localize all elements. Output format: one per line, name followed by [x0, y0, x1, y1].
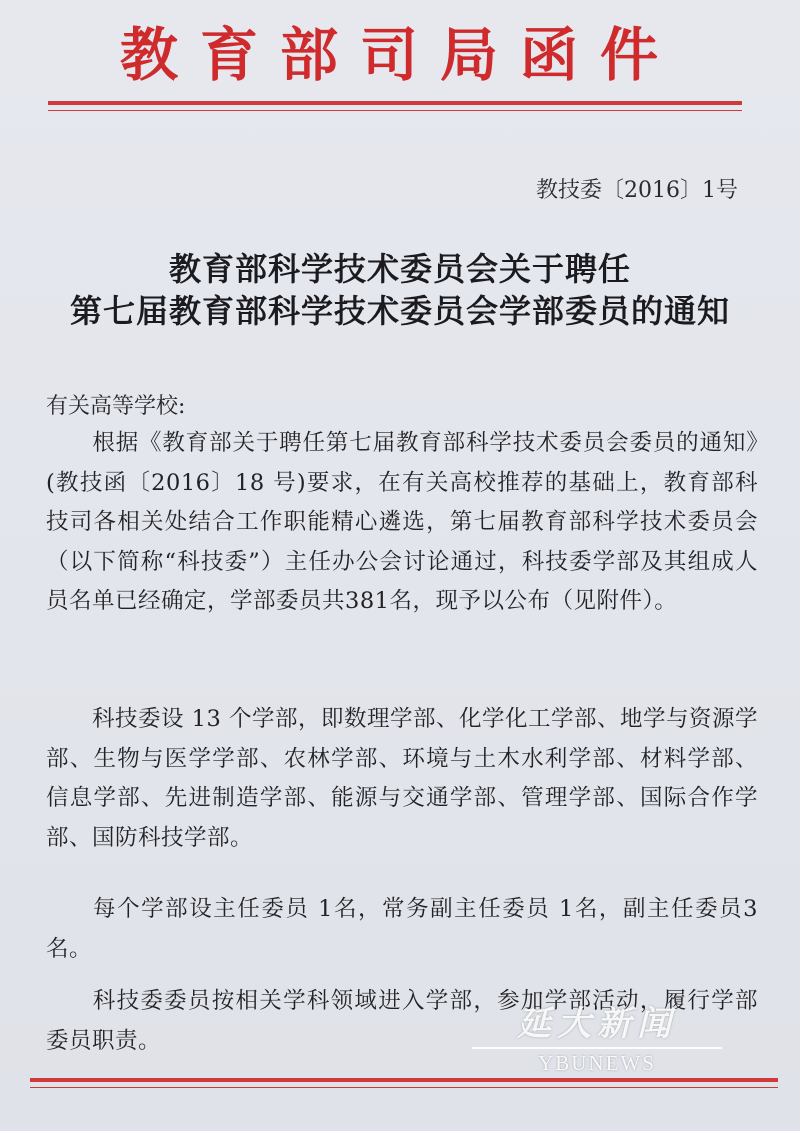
body-paragraph-4-text: 科技委委员按相关学科领域进入学部，参加学部活动，履行学部委员职责。 [46, 988, 758, 1054]
letterhead-rule-thick [48, 101, 742, 105]
document-title-line-1: 教育部科学技术委员会关于聘任 [168, 250, 631, 288]
body-paragraph-1-text: 根据《教育部关于聘任第七届教育部科学技术委员会委员的通知》(教技函〔2016〕18 号)要求，在有关高校推荐的基础上，教育部科技司各相关处结合工作职能精心遴选，第七届教育部科学技术委员会（以下简称“科技委”）主任办公会讨论通过，科技委学部及其组成人员名单已经确定，学部委员共381名，现予以公布（见附件）。 [46, 430, 758, 614]
watermark-english: YBUNEWS [538, 1051, 656, 1075]
footer-rule-thick [30, 1078, 778, 1082]
document-title-line-2: 第七届教育部科学技术委员会学部委员的通知 [69, 292, 730, 330]
document-number: 教技委〔2016〕1号 [536, 178, 738, 203]
body-paragraph-1 [46, 424, 758, 622]
watermark [472, 996, 722, 1076]
watermark-chinese: 延大新闻 [517, 1004, 677, 1044]
watermark-divider [472, 1047, 722, 1049]
addressee: 有关高等学校: [46, 394, 186, 419]
footer-rule-thin [30, 1087, 778, 1088]
letterhead-title: 教育部司局函件 [119, 21, 680, 89]
body-paragraph-3-text: 每个学部设主任委员 1名，常务副主任委员 1名，副主任委员3名。 [46, 896, 758, 962]
body-paragraph-2 [46, 700, 758, 858]
letterhead-rule-thin [48, 110, 742, 111]
body-paragraph-3 [46, 890, 758, 969]
body-paragraph-2-text: 科技委设 13 个学部，即数理学部、化学化工学部、地学与资源学部、生物与医学学部、农林学部、环境与土木水利学部、材料学部、信息学部、先进制造学部、能源与交通学部、管理学部、国际合作学部、国防科技学部。 [46, 706, 758, 851]
